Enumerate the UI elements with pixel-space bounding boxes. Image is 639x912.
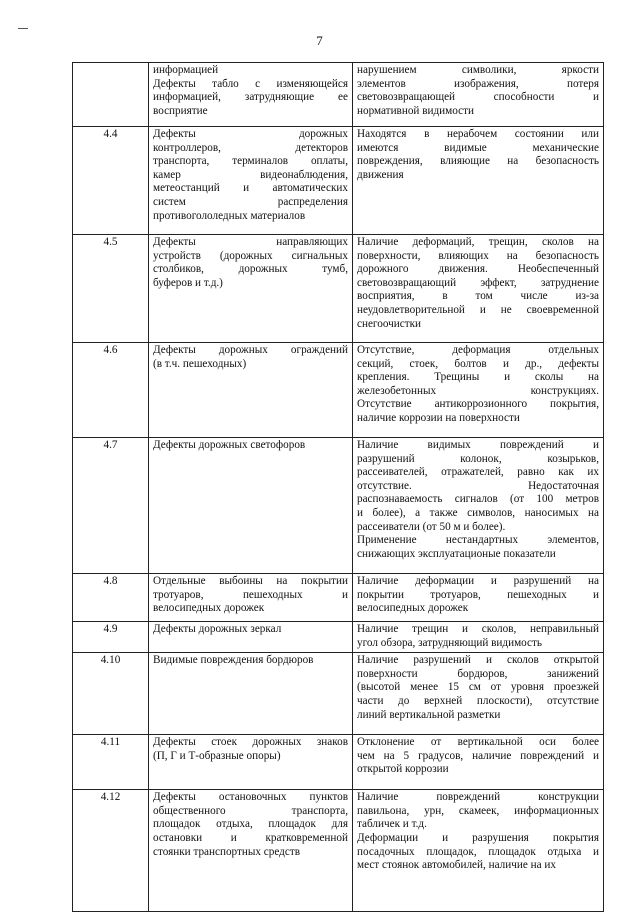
defect-cell — [149, 438, 353, 574]
description-cell — [353, 790, 604, 912]
description-line: разрушений колонок, козырьков, — [357, 452, 599, 465]
defect-cell — [149, 622, 353, 653]
defect-cell — [149, 127, 353, 235]
description-line: поверхности бордюров, занижений — [357, 667, 599, 680]
description-line: распознаваемость сигналов (от 100 метров — [357, 493, 599, 506]
description-paragraph — [357, 791, 599, 832]
description-line: световозвращающий эффект, затруднение — [357, 276, 599, 289]
description-line: мест стоянок автомобилей, наличие на их — [357, 859, 556, 872]
description-line: открытой коррозии — [357, 763, 449, 776]
description-line: крепления. Трещины и сколы на — [357, 371, 599, 384]
description-line: посадочных площадок, площадок отдыха и — [357, 845, 599, 858]
defects-table — [72, 62, 604, 912]
defect-line: столбиков, дорожных тумб, — [153, 263, 348, 276]
description-paragraph — [357, 128, 599, 182]
defect-cell — [149, 343, 353, 438]
defect-line: информацией, затрудняющие ее — [153, 91, 348, 104]
description-line: Отсутствие антикоррозионного покрытия, — [357, 398, 599, 411]
description-line: чем на 5 градусов, наличие повреждений и — [357, 749, 599, 762]
defect-cell — [149, 735, 353, 790]
row-number: 4.11 — [73, 735, 149, 790]
description-cell — [353, 63, 604, 127]
defect-line: стоянки транспортных средств — [153, 845, 300, 858]
description-line: элементов изображения, потеря — [357, 77, 599, 90]
row-number: 4.12 — [73, 790, 149, 912]
defect-line: (П, Г и Т-образные опоры) — [153, 749, 281, 762]
description-line: Наличие деформации и разрушений на — [357, 575, 599, 587]
description-paragraph — [357, 654, 599, 722]
defect-line: велосипедных дорожек — [153, 602, 265, 615]
description-line: Наличие деформаций, трещин, сколов на — [357, 236, 599, 248]
table-row — [73, 235, 604, 343]
description-line: рассеивателей, отражателей, равно как их — [357, 466, 599, 479]
defect-line: (в т.ч. пешеходных) — [153, 357, 247, 370]
description-line: велосипедных дорожек — [357, 602, 469, 615]
table-body — [73, 63, 604, 912]
description-line: нормативной видимости — [357, 104, 474, 117]
defect-line: контроллеров, детекторов — [153, 141, 348, 154]
description-line: и более), а также символов, наносимых на — [357, 506, 599, 519]
description-paragraph — [357, 344, 599, 426]
description-line: павильона, урн, скамеек, информационных — [357, 804, 599, 817]
row-number: 4.4 — [73, 127, 149, 235]
defect-line: камер видеонаблюдения, — [153, 168, 348, 181]
defect-line: систем распределения — [153, 195, 348, 208]
description-line: движения — [357, 168, 404, 181]
table-row — [73, 63, 604, 127]
defect-line: Дефекты табло с изменяющейся — [153, 77, 348, 90]
defect-line: восприятие — [153, 104, 208, 117]
description-line: дорожного движения. Необеспеченный — [357, 263, 599, 276]
table-row — [73, 127, 604, 235]
table-row — [73, 653, 604, 735]
defect-line: информацией — [153, 64, 219, 76]
description-line: Наличие видимых повреждений и — [357, 439, 599, 451]
defect-line: общественного транспорта, — [153, 804, 348, 817]
row-number: 4.6 — [73, 343, 149, 438]
defect-line: Дефекты дорожных — [153, 128, 348, 140]
description-line: Наличие разрушений и сколов открытой — [357, 654, 599, 667]
table-row — [73, 622, 604, 653]
defect-line: Дефекты остановочных пунктов — [153, 791, 348, 804]
table-row — [73, 790, 604, 912]
defect-line: Видимые повреждения бордюров — [153, 654, 314, 667]
description-line: наличие коррозии на поверхности — [357, 411, 520, 424]
description-line: железобетонных конструкциях. — [357, 384, 599, 397]
description-line: поверхности, влияющих на безопасность — [357, 249, 599, 262]
defect-line: буферов и т.д.) — [153, 276, 223, 289]
description-line: восприятия, в том числе из-за — [357, 290, 599, 303]
description-paragraph — [357, 439, 599, 534]
defect-line: устройств (дорожных сигнальных — [153, 249, 348, 262]
defect-cell — [149, 653, 353, 735]
defect-line: транспорта, терминалов оплаты, — [153, 155, 348, 168]
description-cell — [353, 438, 604, 574]
defect-cell — [149, 790, 353, 912]
defect-cell — [149, 574, 353, 622]
description-line: (высотой менее 15 см от уровня проезжей — [357, 681, 599, 694]
description-cell — [353, 735, 604, 790]
defect-line: метеостанций и автоматических — [153, 182, 348, 195]
description-paragraph — [357, 64, 599, 118]
defect-line: Дефекты дорожных светофоров — [153, 439, 306, 451]
description-line: Деформации и разрушения покрытия — [357, 831, 599, 844]
description-cell — [353, 127, 604, 235]
description-paragraph — [357, 832, 599, 873]
description-line: снижающих эксплуатационые показатели — [357, 547, 556, 560]
defect-line: Дефекты дорожных ограждений — [153, 344, 348, 356]
description-line: снегоочистки — [357, 317, 422, 330]
defect-line: противогололедных материалов — [153, 209, 306, 222]
description-line: Находятся в нерабочем состоянии или — [357, 128, 599, 140]
description-line: неудовлетворительной и не своевременной — [357, 303, 599, 316]
description-line: угол обзора, затрудняющий видимость — [357, 636, 542, 649]
defect-line: остановки и кратковременной — [153, 831, 348, 844]
description-cell — [353, 235, 604, 343]
description-paragraph — [357, 575, 599, 616]
table-row — [73, 574, 604, 622]
description-line: линий вертикальной разметки — [357, 708, 501, 721]
table-row — [73, 343, 604, 438]
description-cell — [353, 343, 604, 438]
description-paragraph — [357, 534, 599, 561]
description-line: Отклонение от вертикальной оси более — [357, 736, 599, 749]
description-line: Наличие повреждений конструкции — [357, 791, 599, 804]
description-line: Отсутствие, деформация отдельных — [357, 344, 599, 356]
description-line: табличек и т.д. — [357, 818, 427, 831]
row-number: 4.5 — [73, 235, 149, 343]
description-line: покрытии тротуаров, пешеходных и — [357, 588, 599, 601]
defect-cell — [149, 235, 353, 343]
defect-cell — [149, 63, 353, 127]
description-line: рассеиватели (от 50 м и более). — [357, 520, 506, 533]
defect-line: Дефекты стоек дорожных знаков — [153, 736, 348, 749]
defect-line: площадок отдыха, площадок для — [153, 818, 348, 831]
row-number — [73, 63, 149, 127]
description-cell — [353, 653, 604, 735]
description-cell — [353, 622, 604, 653]
defect-line: Дефекты направляющих — [153, 236, 348, 248]
description-cell — [353, 574, 604, 622]
table-row — [73, 735, 604, 790]
row-number: 4.8 — [73, 574, 149, 622]
description-line: повреждения, влияющие на безопасность — [357, 155, 599, 168]
description-line: отсутствие. Недостаточная — [357, 479, 599, 492]
page-number: 7 — [316, 33, 323, 48]
description-line: секций, стоек, болтов и др., дефекты — [357, 357, 599, 370]
description-line: имеются видимые механические — [357, 141, 599, 154]
description-line: Наличие трещин и сколов, неправильный — [357, 623, 599, 635]
table-row — [73, 438, 604, 574]
description-line: части до верхней плоскости), отсутствие — [357, 694, 599, 707]
description-paragraph — [357, 623, 599, 650]
description-paragraph — [357, 236, 599, 331]
defect-line: Отдельные выбоины на покрытии — [153, 575, 348, 587]
row-number: 4.7 — [73, 438, 149, 574]
description-paragraph — [357, 736, 599, 777]
row-number: 4.9 — [73, 622, 149, 653]
description-line: нарушением символики, яркости — [357, 64, 599, 76]
scan-artifact — [18, 28, 28, 29]
row-number: 4.10 — [73, 653, 149, 735]
defect-line: Дефекты дорожных зеркал — [153, 623, 282, 635]
description-line: Применение нестандартных элементов, — [357, 534, 599, 547]
defect-line: тротуаров, пешеходных и — [153, 588, 348, 601]
description-line: световозвращающей способности и — [357, 91, 599, 104]
